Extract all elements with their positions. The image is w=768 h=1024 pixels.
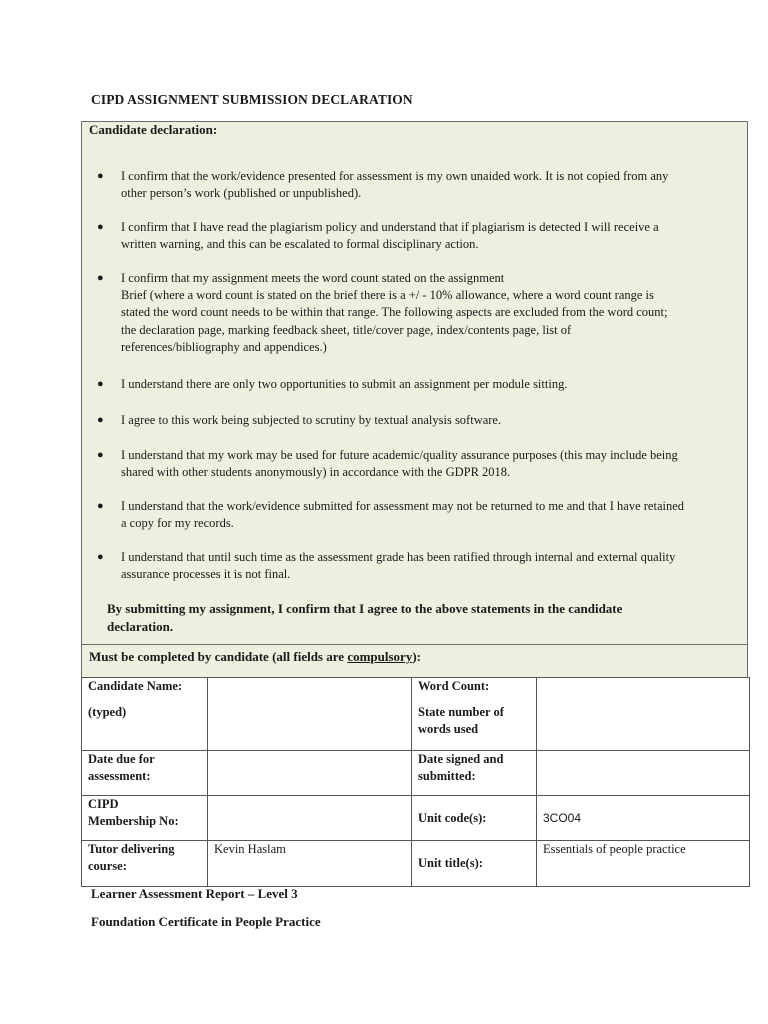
- date-signed-field[interactable]: [537, 751, 750, 796]
- tutor-field[interactable]: Kevin Haslam: [208, 841, 412, 887]
- final-statement-line: declaration.: [107, 618, 174, 634]
- bullet-line: stated the word count needs to be within that range. The following aspects are excluded from the word count;: [121, 305, 668, 320]
- bullet-dot-icon: ●: [97, 378, 104, 390]
- candidate-details-table: [81, 677, 750, 887]
- bullet-dot-icon: ●: [97, 551, 104, 563]
- bullet-line: I understand that the work/evidence submitted for assessment may not be returned to me and that I have retained: [121, 499, 685, 513]
- bullet-line: I understand that my work may be used for future academic/quality assurance purposes (this may include being: [121, 448, 678, 462]
- membership-label: CIPD Membership No:: [82, 796, 208, 841]
- bullet-line: assurance processes it is not final.: [121, 567, 291, 582]
- bullet-line: other person’s work (published or unpublished).: [121, 186, 362, 201]
- candidate-name-field[interactable]: [208, 678, 412, 751]
- bullet-line: Brief (where a word count is stated on the brief there is a +/ - 10% allowance, where a word count range is: [121, 288, 654, 303]
- declaration-bullet: [96, 447, 744, 481]
- declaration-bullet: [96, 498, 744, 532]
- unit-code-label: Unit code(s):: [412, 796, 537, 841]
- bullet-line: a copy for my records.: [121, 516, 234, 531]
- bullet-text: [121, 412, 744, 429]
- bullet-text: [121, 447, 744, 481]
- bullet-text: [121, 498, 744, 532]
- final-statement-line: By submitting my assignment, I confirm that I agree to the above statements in the candidate: [107, 601, 623, 616]
- membership-field[interactable]: [208, 796, 412, 841]
- bullet-text: [121, 270, 744, 356]
- candidate-declaration-box: [81, 121, 748, 678]
- date-due-label: Date due for assessment:: [82, 751, 208, 796]
- bullet-text: [121, 168, 744, 202]
- word-count-field[interactable]: [537, 678, 750, 751]
- declaration-bullet: [96, 270, 744, 356]
- bullet-line: the declaration page, marking feedback sheet, title/cover page, index/contents page, list of: [121, 322, 572, 337]
- bullet-dot-icon: ●: [97, 449, 104, 461]
- bullet-dot-icon: ●: [97, 221, 104, 233]
- bullet-text: [121, 219, 744, 253]
- declaration-final-statement: [107, 600, 707, 635]
- bullet-dot-icon: ●: [97, 414, 104, 426]
- declaration-heading: Candidate declaration:: [89, 122, 218, 137]
- bullet-line: I confirm that the work/evidence presented for assessment is my own unaided work. It is not copied from any: [121, 169, 669, 183]
- bullet-dot-icon: ●: [97, 500, 104, 512]
- bullet-line: I understand there are only two opportunities to submit an assignment per module sitting.: [121, 377, 568, 391]
- document-title: CIPD ASSIGNMENT SUBMISSION DECLARATION: [91, 92, 413, 107]
- footer-certificate-title: Foundation Certificate in People Practice: [91, 914, 321, 929]
- table-row: [82, 751, 750, 796]
- compulsory-note: Must be completed by candidate (all fields are compulsory):: [82, 644, 747, 678]
- declaration-bullet: [96, 412, 744, 429]
- bullet-line: I understand that until such time as the assessment grade has been ratified through internal and external quality: [121, 550, 676, 564]
- bullet-dot-icon: ●: [97, 272, 104, 284]
- declaration-bullet-list: [82, 122, 747, 677]
- declaration-bullet: [96, 168, 744, 202]
- bullet-line: references/bibliography and appendices.): [121, 339, 327, 354]
- table-row: [82, 796, 750, 841]
- bullet-line: I confirm that my assignment meets the word count stated on the assignment: [121, 271, 505, 285]
- table-row: [82, 678, 750, 751]
- declaration-bullet: [96, 219, 744, 253]
- declaration-bullet: [96, 549, 744, 583]
- declaration-bullet: [96, 376, 744, 393]
- date-due-field[interactable]: [208, 751, 412, 796]
- table-row: [82, 841, 750, 887]
- bullet-line: I agree to this work being subjected to scrutiny by textual analysis software.: [121, 413, 502, 427]
- bullet-text: [121, 376, 744, 393]
- bullet-text: [121, 549, 744, 583]
- bullet-line: shared with other students anonymously) in accordance with the GDPR 2018.: [121, 465, 511, 480]
- unit-code-field[interactable]: 3CO04: [537, 796, 750, 841]
- unit-title-field[interactable]: Essentials of people practice: [537, 841, 750, 887]
- date-signed-label: Date signed and submitted:: [412, 751, 537, 796]
- bullet-dot-icon: ●: [97, 170, 104, 182]
- compulsory-word: compulsory: [347, 649, 413, 664]
- word-count-label: Word Count: State number of words used: [412, 678, 537, 751]
- bullet-line: written warning, and this can be escalated to formal disciplinary action.: [121, 237, 479, 252]
- bullet-line: I confirm that I have read the plagiarism policy and understand that if plagiarism is detected I will receive a: [121, 220, 659, 234]
- unit-title-label: Unit title(s):: [412, 841, 537, 887]
- candidate-name-label: Candidate Name: (typed): [82, 678, 208, 751]
- tutor-label: Tutor delivering course:: [82, 841, 208, 887]
- footer-report-title: Learner Assessment Report – Level 3: [91, 886, 298, 901]
